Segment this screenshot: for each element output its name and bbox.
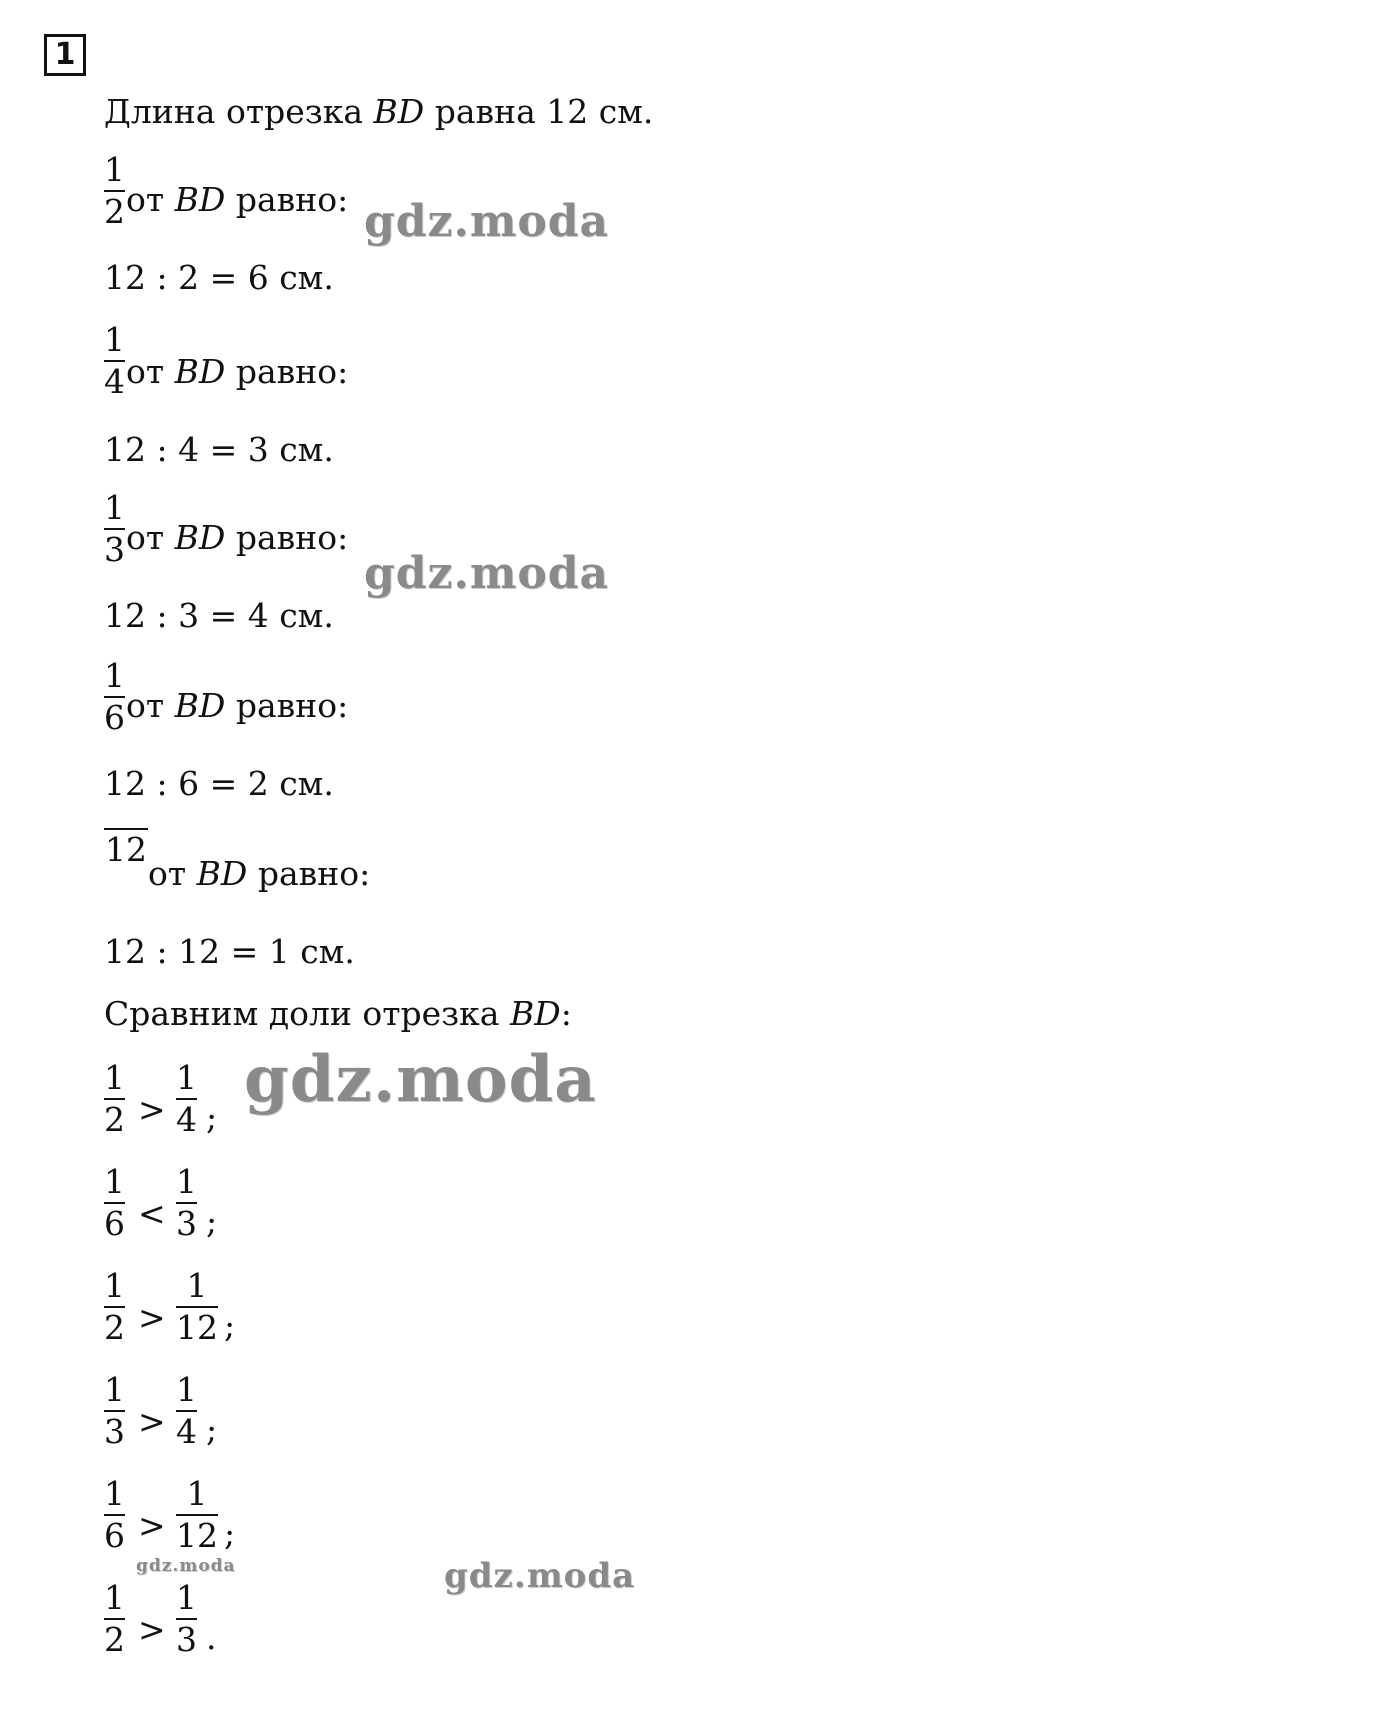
part-2-fraction: [104, 322, 125, 400]
part-4-fraction: [104, 658, 125, 736]
fraction-numerator: 1: [104, 1474, 125, 1513]
fraction-denominator: 2: [104, 1308, 125, 1347]
fraction-denominator: 2: [104, 1620, 125, 1659]
fraction-numerator: 1: [186, 1474, 208, 1513]
part-4-calc: 12 : 6 = 2 см.: [104, 764, 334, 803]
fraction-numerator: 1: [186, 1266, 208, 1305]
comparison-end-punctuation: ;: [206, 1202, 218, 1241]
comparison-operator: >: [138, 1090, 166, 1129]
compare-heading: [104, 994, 572, 1033]
fraction-denominator: 3: [104, 1412, 125, 1451]
comparison-operator: >: [138, 1506, 166, 1545]
task-number-badge: 1: [44, 34, 86, 76]
compare-heading-variable: BD: [509, 994, 561, 1033]
fraction-denominator: 4: [176, 1412, 197, 1451]
fraction-denominator: 2: [104, 1100, 125, 1139]
fraction-numerator: 1: [104, 1370, 125, 1409]
part-variable: BD: [174, 352, 226, 391]
comparison-left-fraction: [104, 1164, 125, 1242]
fraction-denominator: 6: [104, 1516, 125, 1555]
part-3-label: [126, 518, 348, 557]
comparison-operator: >: [138, 1402, 166, 1441]
part-variable: BD: [196, 854, 248, 893]
comparison-end-punctuation: ;: [206, 1410, 218, 1449]
part-label-after: равно:: [225, 180, 349, 219]
fraction-denominator: 12: [176, 1516, 218, 1555]
part-5-fraction: [104, 826, 148, 868]
part-variable: BD: [174, 180, 226, 219]
comparison-left-fraction: [104, 1476, 125, 1554]
fraction-denominator: 6: [104, 1204, 125, 1243]
part-label-before: от: [126, 180, 175, 219]
fraction-numerator: 1: [104, 1058, 125, 1097]
comparison-end-punctuation: ;: [206, 1098, 218, 1137]
comparison-right-fraction: [176, 1268, 218, 1346]
part-5-label: [148, 854, 370, 893]
part-3-calc: 12 : 3 = 4 см.: [104, 596, 334, 635]
comparison-right-fraction: [176, 1476, 218, 1554]
part-label-before: от: [148, 854, 197, 893]
fraction-numerator: 1: [176, 1578, 197, 1617]
comparison-left-fraction: [104, 1060, 125, 1138]
comparison-left-fraction: [104, 1372, 125, 1450]
watermark: gdz.moda: [244, 1042, 597, 1117]
intro-line: [104, 92, 653, 131]
part-3-fraction: [104, 490, 125, 568]
part-2-calc: 12 : 4 = 3 см.: [104, 430, 334, 469]
fraction-denominator: 12: [105, 830, 147, 869]
fraction-numerator: 1: [176, 1058, 197, 1097]
fraction-denominator: 3: [104, 530, 125, 569]
fraction-numerator: 1: [104, 1266, 125, 1305]
comparison-end-punctuation: ;: [224, 1306, 236, 1345]
comparison-operator: >: [138, 1298, 166, 1337]
comparison-right-fraction: [176, 1580, 197, 1658]
part-2-label: [126, 352, 348, 391]
compare-heading-before: Сравним доли отрезка: [104, 994, 510, 1033]
watermark: gdz.moda: [364, 548, 610, 599]
part-5-calc: 12 : 12 = 1 см.: [104, 932, 355, 971]
fraction-numerator: 1: [104, 1162, 125, 1201]
fraction-numerator: 1: [104, 320, 125, 359]
comparison-right-fraction: [176, 1372, 197, 1450]
comparison-left-fraction: [104, 1580, 125, 1658]
watermark: gdz.moda: [444, 1556, 636, 1596]
fraction-numerator: 1: [176, 1162, 197, 1201]
comparison-operator: <: [138, 1194, 166, 1233]
fraction-denominator: 4: [176, 1100, 197, 1139]
intro-text-after: равна 12 см.: [424, 92, 654, 131]
fraction-numerator: 1: [104, 150, 125, 189]
fraction-denominator: 3: [176, 1620, 197, 1659]
part-label-after: равно:: [225, 352, 349, 391]
comparison-operator: >: [138, 1610, 166, 1649]
comparison-right-fraction: [176, 1060, 197, 1138]
comparison-end-punctuation: .: [206, 1618, 217, 1657]
part-variable: BD: [174, 686, 226, 725]
fraction-numerator: 1: [104, 1578, 125, 1617]
fraction-numerator: 1: [104, 488, 125, 527]
part-label-before: от: [126, 352, 175, 391]
watermark: gdz.moda: [136, 1556, 236, 1576]
comparison-right-fraction: [176, 1164, 197, 1242]
part-label-after: равно:: [225, 686, 349, 725]
comparison-end-punctuation: ;: [224, 1514, 236, 1553]
part-variable: BD: [174, 518, 226, 557]
fraction-denominator: 2: [104, 192, 125, 231]
fraction-denominator: 12: [176, 1308, 218, 1347]
part-label-before: от: [126, 518, 175, 557]
part-label-before: от: [126, 686, 175, 725]
compare-heading-after: :: [560, 994, 572, 1033]
fraction-numerator: 1: [176, 1370, 197, 1409]
part-label-after: равно:: [225, 518, 349, 557]
part-1-fraction: [104, 152, 125, 230]
intro-text-before: Длина отрезка: [104, 92, 374, 131]
part-4-label: [126, 686, 348, 725]
part-label-after: равно:: [247, 854, 371, 893]
intro-variable: BD: [373, 92, 425, 131]
part-1-calc: 12 : 2 = 6 см.: [104, 258, 334, 297]
fraction-denominator: 3: [176, 1204, 197, 1243]
fraction-numerator: 1: [104, 656, 125, 695]
watermark: gdz.moda: [364, 196, 610, 247]
part-1-label: [126, 180, 348, 219]
fraction-denominator: 4: [104, 362, 125, 401]
comparison-left-fraction: [104, 1268, 125, 1346]
fraction-denominator: 6: [104, 698, 125, 737]
